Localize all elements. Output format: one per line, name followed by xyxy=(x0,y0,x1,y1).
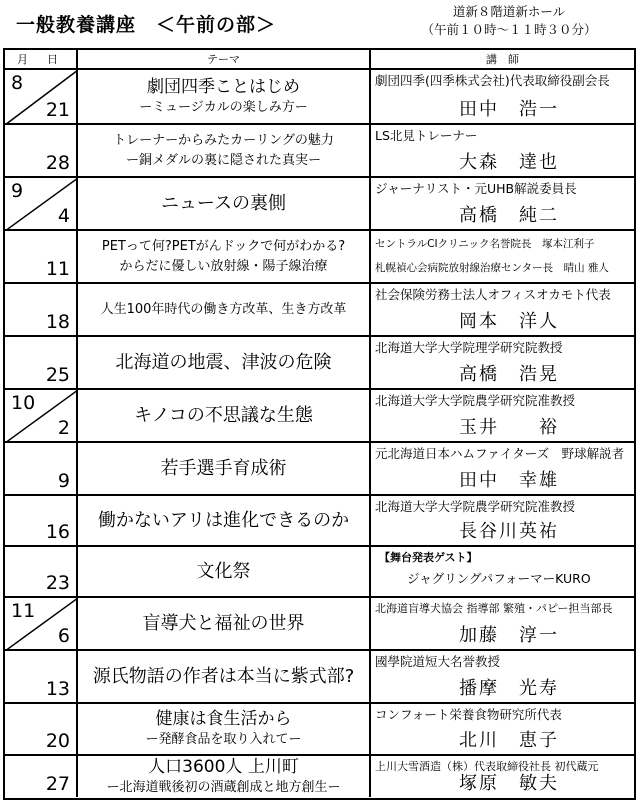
lecturer-affiliation: 北海道大学大学院農学研究院准教授 xyxy=(375,393,576,408)
theme-cell xyxy=(78,756,371,797)
month-label: 8 xyxy=(11,72,24,94)
lecturer-cell xyxy=(371,231,634,282)
guest-heading: 【舞台発表ゲスト】 xyxy=(379,551,478,564)
theme-title: 劇団四季ことはじめ xyxy=(147,76,300,97)
theme-cell xyxy=(78,704,371,754)
column-header-lecturer: 講 師 xyxy=(371,50,634,70)
table-row xyxy=(5,284,634,337)
lecturer-name: 長谷川英祐 xyxy=(459,521,559,542)
date-cell xyxy=(5,231,78,282)
day-label: 18 xyxy=(45,311,70,333)
date-cell xyxy=(5,598,78,649)
theme-title: PETって何?PETがんドックで何がわかる? xyxy=(101,238,346,254)
guest-performer: ジャグリングパフォーマーKURO xyxy=(407,571,591,586)
table-row xyxy=(5,337,634,390)
theme-title: 盲導犬と福祉の世界 xyxy=(142,612,305,634)
day-label: 6 xyxy=(57,625,70,647)
venue-info xyxy=(378,3,640,39)
theme-title: 人口3600人 上川町 xyxy=(148,756,299,777)
column-header-month: 月 xyxy=(17,53,28,66)
table-row xyxy=(5,651,634,704)
document-title: 一般教養講座 ＜午前の部＞ xyxy=(16,14,277,36)
lecturer-name: 塚原 敏夫 xyxy=(459,773,559,794)
theme-cell xyxy=(78,337,371,388)
day-label: 28 xyxy=(45,152,70,174)
date-cell xyxy=(5,496,78,545)
table-row xyxy=(5,443,634,496)
lecturer-cell xyxy=(371,70,634,123)
theme-cell xyxy=(78,390,371,441)
date-cell xyxy=(5,443,78,494)
lecturer-affiliation: LS北見トレーナー xyxy=(375,128,478,143)
theme-title: 文化祭 xyxy=(196,560,251,582)
lecturer-affiliation: 元北海道日本ハムファイターズ 野球解説者 xyxy=(375,446,625,461)
theme-title: トレーナーからみたカーリングの魅力 xyxy=(113,132,334,148)
theme-subtitle: ー北海道戦後初の酒蔵創成と地方創生ー xyxy=(106,779,341,795)
day-label: 2 xyxy=(57,417,70,439)
lecturer-cell xyxy=(371,337,634,388)
lecturer-cell xyxy=(371,598,634,649)
lecturer-cell xyxy=(371,443,634,494)
theme-cell xyxy=(78,598,371,649)
theme-cell xyxy=(78,231,371,282)
lecturer-name: 播摩 光寿 xyxy=(459,678,559,699)
lecture-schedule-table xyxy=(3,48,636,800)
day-label: 9 xyxy=(57,470,70,492)
lecturer-name: 高橋 浩晃 xyxy=(459,364,559,385)
table-row xyxy=(5,598,634,651)
table-row xyxy=(5,704,634,756)
table-row xyxy=(5,390,634,443)
lecturer-affiliation: 北海道盲導犬協会 指導部 繁殖・パピー担当部長 xyxy=(375,602,613,615)
day-label: 27 xyxy=(45,773,70,795)
table-row xyxy=(5,125,634,178)
table-row xyxy=(5,231,634,284)
theme-title: 健康は食生活から xyxy=(155,709,292,729)
theme-subtitle: ーミュージカルの楽しみ方ー xyxy=(139,99,308,115)
theme-cell xyxy=(78,125,371,176)
theme-title: キノコの不思議な生態 xyxy=(134,404,313,426)
date-cell xyxy=(5,651,78,702)
table-row xyxy=(5,496,634,547)
theme-cell xyxy=(78,443,371,494)
date-cell xyxy=(5,756,78,797)
lecturer-name: 高橋 純二 xyxy=(459,205,559,226)
table-row xyxy=(5,756,634,797)
day-label: 25 xyxy=(45,364,70,386)
month-label: 9 xyxy=(11,180,24,202)
column-header-date xyxy=(5,50,78,70)
date-cell xyxy=(5,547,78,596)
theme-cell xyxy=(78,284,371,335)
venue-name: 道新８階道新ホール xyxy=(452,4,566,19)
lecturer-affiliation: 上川大雪酒造（株）代表取締役社長 初代蔵元 xyxy=(375,760,599,773)
date-cell xyxy=(5,390,78,441)
lecturer-affiliation: 國學院道短大名誉教授 xyxy=(375,654,501,669)
lecturer-cell xyxy=(371,178,634,229)
table-row xyxy=(5,70,634,125)
theme-subtitle: ー銅メダルの裏に隠された真実ー xyxy=(125,152,321,168)
date-cell xyxy=(5,125,78,176)
theme-subtitle: からだに優しい放射線・陽子線治療 xyxy=(119,258,328,274)
theme-cell xyxy=(78,651,371,702)
date-cell xyxy=(5,704,78,754)
theme-subtitle: ー発酵食品を取り入れてー xyxy=(145,732,302,747)
table-row xyxy=(5,547,634,598)
month-label: 11 xyxy=(11,600,36,622)
lecturer-name: 加藤 淳一 xyxy=(459,625,559,646)
lecturer-name: 岡本 洋人 xyxy=(459,311,559,332)
lecturer-cell xyxy=(371,284,634,335)
theme-title: 北海道の地震、津波の危険 xyxy=(115,351,332,373)
date-cell xyxy=(5,178,78,229)
day-label: 16 xyxy=(45,521,70,543)
theme-cell xyxy=(78,70,371,123)
date-cell xyxy=(5,284,78,335)
day-label: 21 xyxy=(45,99,70,121)
lecturer-name: 田中 幸雄 xyxy=(459,470,559,491)
lecturer-cell xyxy=(371,704,634,754)
lecturer-line: セントラルCIクリニック名誉院長 塚本江利子 xyxy=(375,238,595,250)
table-row xyxy=(5,178,634,231)
day-label: 23 xyxy=(45,572,70,594)
lecturer-cell xyxy=(371,390,634,441)
lecturer-name: 北川 恵子 xyxy=(459,730,559,751)
lecturer-affiliation: 劇団四季(四季株式会社)代表取締役副会長 xyxy=(375,73,610,88)
day-label: 13 xyxy=(45,678,70,700)
theme-title: ニュースの裏側 xyxy=(160,192,287,214)
theme-title: 働かないアリは進化できるのか xyxy=(97,509,350,531)
lecturer-affiliation: 北海道大学大学院理学研究院教授 xyxy=(375,340,563,355)
theme-title: 若手選手育成術 xyxy=(160,457,287,479)
lecturer-name: 田中 浩一 xyxy=(459,99,559,120)
theme-title: 源氏物語の作者は本当に紫式部? xyxy=(92,665,355,687)
column-header-day: 日 xyxy=(47,53,58,66)
lecturer-name: 玉井 裕 xyxy=(459,417,559,438)
lecturer-affiliation: コンフォート栄養食物研究所代表 xyxy=(375,707,562,722)
date-cell xyxy=(5,70,78,123)
venue-time: （午前１０時～１１時３０分） xyxy=(421,22,597,37)
date-cell xyxy=(5,337,78,388)
lecturer-cell xyxy=(371,125,634,176)
theme-cell xyxy=(78,547,371,596)
column-header-theme: テーマ xyxy=(78,50,371,70)
lecturer-cell xyxy=(371,756,634,797)
page-header xyxy=(0,0,640,48)
lecturer-cell xyxy=(371,496,634,545)
lecturer-affiliation: 社会保険労務士法人オフィスオカモト代表 xyxy=(375,287,611,302)
lecturer-cell xyxy=(371,651,634,702)
lecturer-affiliation: ジャーナリスト・元UHB解説委員長 xyxy=(375,181,577,196)
theme-cell xyxy=(78,496,371,545)
lecturer-cell xyxy=(371,547,634,596)
theme-title: 人生100年時代の働き方改革、生き方改革 xyxy=(100,301,347,317)
lecturer-affiliation: 北海道大学大学院農学研究院准教授 xyxy=(375,499,576,514)
lecturer-line: 札幌禎心会病院放射線治療センター長 晴山 雅人 xyxy=(375,262,609,274)
theme-cell xyxy=(78,178,371,229)
day-label: 4 xyxy=(57,205,70,227)
month-label: 10 xyxy=(11,392,36,414)
day-label: 11 xyxy=(45,258,70,280)
lecturer-name: 大森 達也 xyxy=(459,152,559,173)
day-label: 20 xyxy=(45,730,70,752)
